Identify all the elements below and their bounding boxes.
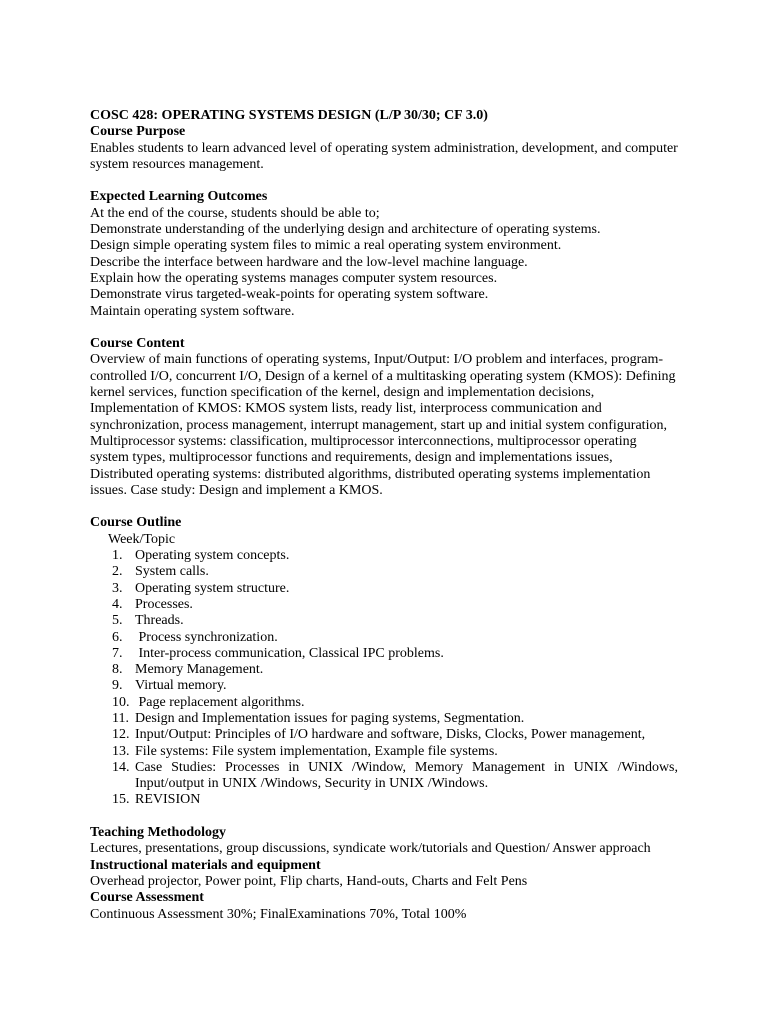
outline-number: 3.: [112, 580, 123, 596]
course-title: COSC 428: OPERATING SYSTEMS DESIGN (L/P 30/30; CF 3.0): [90, 108, 488, 123]
outline-item: [90, 711, 678, 727]
outcome-item: Explain how the operating systems manages computer system resources.: [90, 270, 498, 286]
assessment-text: Continuous Assessment 30%; FinalExaminations 70%, Total 100%: [90, 906, 467, 922]
outline-number: 1.: [112, 548, 123, 564]
materials-heading: Instructional materials and equipment: [90, 857, 321, 873]
outline-item: [90, 581, 678, 597]
outline-text: Input/Output: Principles of I/O hardware and software, Disks, Clocks, Power management,: [135, 727, 646, 743]
outline-text: Threads.: [135, 613, 184, 629]
outline-item: [90, 662, 678, 678]
teaching-heading: Teaching Methodology: [90, 825, 226, 841]
outcomes-heading: Expected Learning Outcomes: [90, 189, 268, 205]
outline-text: Design and Implementation issues for paging systems, Segmentation.: [135, 710, 525, 726]
outcome-item: Demonstrate understanding of the underlying design and architecture of operating systems.: [90, 222, 601, 238]
outline-item: [90, 564, 678, 580]
outline-item: [90, 646, 678, 662]
outcome-item: Describe the interface between hardware and the low-level machine language.: [90, 254, 528, 270]
outline-text: Processes.: [135, 596, 193, 612]
outline-text: Page replacement algorithms.: [135, 694, 305, 710]
outline-text: Process synchronization.: [135, 629, 278, 645]
spacer: [90, 809, 678, 825]
outline-text: System calls.: [135, 564, 209, 580]
outline-number: 10.: [112, 694, 130, 710]
outline-item: [90, 695, 678, 711]
outline-item: [90, 548, 678, 564]
materials-text: Overhead projector, Power point, Flip charts, Hand-outs, Charts and Felt Pens: [90, 873, 528, 889]
content-text: Overview of main functions of operating systems, Input/Output: I/O problem and interfaces, program-controlled I/O, concurrent I/O, Design of a kernel of a multitasking operating system (KMOS): Defining kernel services, function specification of the kernel, design and implementation decisions, Implementation of KMOS: KMOS system lists, ready list, interprocess communication and synchronization, process management, interrupt management, start up and initial system configuration, Multiprocessor systems: classification, multiprocessor interconnections, multiprocessor operating system types, multiprocessor functions and requirements, design and implementations issues, Distributed operating systems: distributed algorithms, distributed operating systems implementation issues. Case study: Design and implement a KMOS.: [90, 352, 676, 498]
outline-text: Memory Management.: [135, 662, 264, 678]
outline-list: [90, 548, 678, 809]
outline-number: 4.: [112, 596, 123, 612]
outcome-item: Demonstrate virus targeted-weak-points for operating system software.: [90, 287, 489, 303]
outline-item: [90, 613, 678, 629]
outline-item: [90, 630, 678, 646]
outline-heading: Course Outline: [90, 515, 182, 531]
outline-text: Case Studies: Processes in UNIX /Window, Memory Management in UNIX /Windows, Input/output in UNIX /Windows, Security in UNIX /Windows.: [135, 759, 678, 792]
document-body: [90, 108, 678, 923]
outline-number: 2.: [112, 564, 123, 580]
purpose-heading: Course Purpose: [90, 124, 186, 140]
outline-text: File systems: File system implementation, Example file systems.: [135, 743, 498, 759]
outline-number: 14.: [112, 759, 130, 775]
assessment-heading: Course Assessment: [90, 890, 204, 906]
outline-number: 9.: [112, 678, 123, 694]
outline-item: [90, 727, 678, 743]
outline-subheading: Week/Topic: [108, 531, 176, 547]
outline-number: 6.: [112, 629, 123, 645]
outline-item: [90, 597, 678, 613]
outline-text: REVISION: [135, 792, 201, 808]
outcome-item: Design simple operating system files to mimic a real operating system environment.: [90, 238, 562, 254]
purpose-text: Enables students to learn advanced level of operating system administration, development, and computer system resources management.: [90, 140, 678, 172]
spacer: [90, 499, 678, 515]
outline-number: 15.: [112, 792, 130, 808]
outline-number: 12.: [112, 727, 130, 743]
outline-item: [90, 678, 678, 694]
outcomes-intro: At the end of the course, students should be able to;: [90, 205, 380, 221]
outline-text: Operating system concepts.: [135, 548, 290, 564]
outline-text: Operating system structure.: [135, 580, 290, 596]
outline-number: 13.: [112, 743, 130, 759]
spacer: [90, 173, 678, 189]
teaching-text: Lectures, presentations, group discussions, syndicate work/tutorials and Question/ Answer approach: [90, 841, 651, 857]
outline-text: Virtual memory.: [135, 678, 227, 694]
outline-number: 11.: [112, 710, 129, 726]
content-heading: Course Content: [90, 336, 185, 352]
outline-number: 5.: [112, 613, 123, 629]
outline-item: [90, 792, 678, 808]
outline-number: 8.: [112, 662, 123, 678]
outcome-item: Maintain operating system software.: [90, 303, 295, 319]
spacer: [90, 320, 678, 336]
outline-item: [90, 744, 678, 760]
outline-item: [90, 760, 678, 793]
outline-text: Inter-process communication, Classical IPC problems.: [135, 645, 444, 661]
outline-number: 7.: [112, 645, 123, 661]
